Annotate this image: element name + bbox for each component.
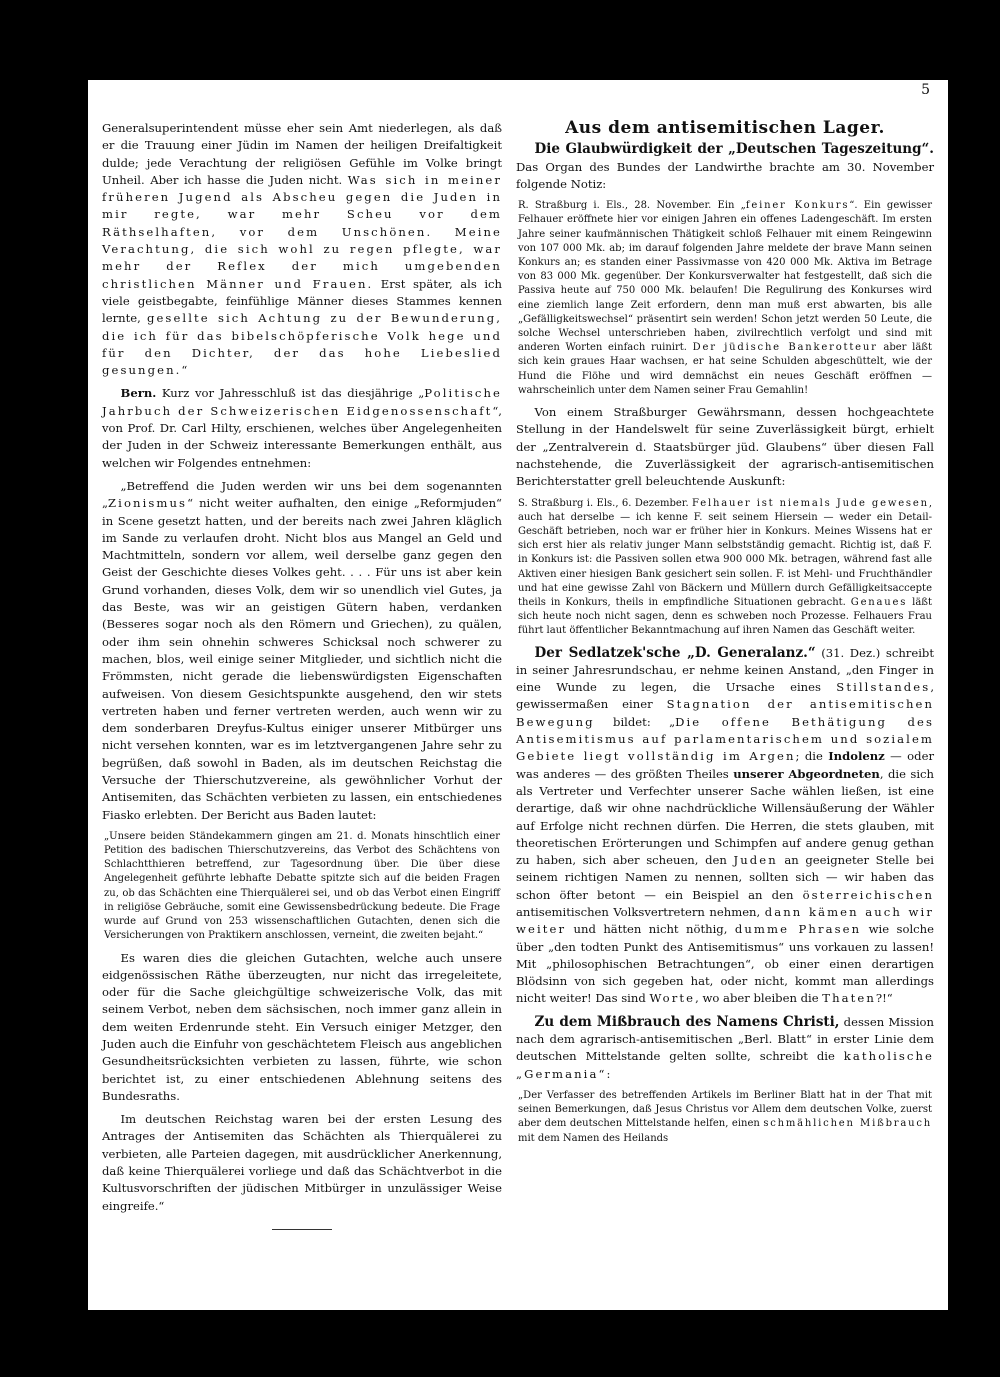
subhead-glaubwuerdigkeit: Die Glaubwürdigkeit der „Deutschen Tageszeitung“. [534, 141, 934, 158]
subhead-generalanzeiger: Der Sedlatzek'sche „D. Generalanz.“ [534, 644, 816, 661]
paragraph-missbrauch: Zu dem Mißbrauch des Namens Christi, dessen Mission nach dem agrarisch-antisemitischen „Berl. Blatt“ in erster Linie dem deutschen Mittelstande gelten sollte, schreibt die katholische „Germania“: [516, 1013, 934, 1081]
bern-heading: Bern. [120, 386, 157, 401]
paragraph-bern: Bern. Kurz vor Jahresschluß ist das diesjährige „Politische Jahrbuch der Schweizerischen Eidgenossenschaft“, von Prof. Dr. Carl Hilty, erschienen, welches über Angelegenheiten der Juden in der Schweiz interessante Bemerkungen enthält, aus welchen wir Folgendes entnehmen: [102, 386, 502, 470]
right-column [516, 120, 934, 1152]
section-title: Aus dem antisemitischen Lager. [565, 118, 885, 138]
paragraph-generalanzeiger: Der Sedlatzek'sche „D. Generalanz.“ (31. Dez.) schreibt in seiner Jahresrundschau, er nehme keinen Anstand, „den Finger in eine Wunde zu legen, die Ursache eines Stillstandes, gewissermaßen einer Stagnation der antisemitischen Bewegung bildet: „Die offene Bethätigung des Antisemitismus auf parlamentarischem und sozialem Gebiete liegt vollständig im Argen; die Indolenz — oder was anderes — des größten Theiles unserer Abgeordneten, die sich als Vertreter und Verfechter unserer Sache wählen ließen, ist eine derartige, daß wir ohne nachdrückliche Willensäußerung der Wähler auf Erfolge nicht rechnen dürfen. Die Herren, die stets glauben, mit theoretischen Erörterungen und Schimpfen auf andere genug gethan zu haben, sich aber scheuen, den Juden an geeigneter Stelle bei seinem richtigen Namen zu nennen, sollten sich — wir haben das schon öfter betont — ein Beispiel an den österreichischen antisemitischen Volksvertretern nehmen, dann kämen auch wir weiter und hätten nicht nöthig, dumme Phrasen wie solche über „den todten Punkt des Antisemitismus“ uns vorkauen zu lassen! Mit „philosophischen Betrachtungen“, ob einer einen derartigen Blödsinn von sich gegeben hat, oder nicht, kommt man allerdings nicht weiter! Das sind Worte, wo aber bleiben die Thaten?!“ [516, 644, 935, 1006]
small-quote-baden: „Unsere beiden Ständekammern gingen am 21. d. Monats hinschtlich einer Petition des badischen Thierschutzvereins, das Verbot des Schächtens von Schlachtthieren betreffend, zur Tagesordnung über. Die über diese Angelegenheit geführte lebhafte Debatte spitzte sich auf die beiden Fragen zu, ob das Schächten eine Thierquälerei sei, und ob das Verbot einen Eingriff in religiöse Gebräuche, somit eine Gewissensbedrückung bedeute. Die Frage wurde auf Grund von 253 wissenschaftlichen Gutachten, denen sich die Versicherungen von Praktikern anschlossen, verneint, die zweiten bejaht.“ [104, 830, 500, 942]
newspaper-page [88, 80, 948, 1310]
paragraph-quote-jahrbuch: „Betreffend die Juden werden wir uns bei dem sogenannten „Zionismus“ nicht weiter aufhalten, den einige „Reformjuden“ in Scene gesetzt hatten, und der bereits nach zwei Jahren kläglich im Sande zu verlaufen droht. Nicht blos aus Mangel an Geld und Machtmitteln, sondern vor allem, weil derselbe ganz gegen den Geist der Geschichte dieses Volkes geht. . . . Für uns ist aber kein Grund vorhanden, dieses Volk, dem wir so unendlich viel Gutes, ja das Beste, was wir an geistigen Gütern haben, verdanken (Besseres sogar noch als den Römern und Griechen), zu quälen, oder ihm sein ohnehin schweres Schicksal noch schwerer zu machen, blos, weil einige seiner Mitglieder, und sichtlich nicht die Frömmsten, nicht gerade die liebenswürdigsten Eigenschaften aufweisen. Von diesem Gesichtspunkte ausgehend, den wir stets vertreten haben und ferner vertreten werden, auch wenn wir zu dem sonderbaren Dreyfus-Kultus einiger unserer Mitbürger uns nicht versehen konnten, war es im letztvergangenen Jahre sehr zu begrüßen, daß sowohl in Baden, als im deutschen Reichstag die Versuche der Thierschutzvereine, als gewöhnlicher Vorhut der Antisemiten, das Schächten verbieten zu lassen, ein entschiedenes Fiasko erlebten. Der Bericht aus Baden lautet: [102, 478, 502, 822]
paragraph-gutachten: Es waren dies die gleichen Gutachten, welche auch unsere eidgenössischen Räthe überzeugten, nur nicht das irregeleitete, oder für die Sache gleichgültige schweizerische Volk, das mit seinem Verbot, neben dem sächsischen, noch immer ganz allein in dem weiten Erdenrunde steht. Ein Versuch einiger Metzger, den Juden auch die Einfuhr von geschächtetem Fleisch aus angeblichen Gesundheitsrücksichten verbieten zu lassen, führte, wie schon berichtet ist, zu einer entschiedenen Ablehnung seitens des Bundesraths. [102, 950, 502, 1103]
end-rule [272, 1229, 332, 1230]
paragraph-generalsuperintendent: Generalsuperintendent müsse eher sein Amt niederlegen, als daß er die Trauung einer Jüdin im Namen der heiligen Dreifaltigkeit dulde; jede Verachtung der religiösen Gefühle im Volke bringt Unheil. Aber ich hasse die Juden nicht. Was sich in meiner früheren Jugend als Abscheu gegen die Juden in mir regte, war mehr Scheu vor dem Räthselhaften, vor dem Unschönen. Meine Verachtung, die sich wohl zu regen pflegte, war mehr der Reflex der mich umgebenden christlichen Männer und Frauen. Erst später, als ich viele geistbegabte, feinfühlige Männer dieses Stammes kennen lernte, gesellte sich Achtung zu der Bewunderung, die ich für das bibelschöpferische Volk hege und für den Dichter, der das hohe Liebeslied gesungen.“ [102, 121, 502, 378]
small-quote-germania: „Der Verfasser des betreffenden Artikels im Berliner Blatt hat in der That mit seinen Bemerkungen, daß Jesus Christus vor Allem dem deutschen Volke, zuerst aber dem deutschen Mittelstande helfen, einen schmählichen Mißbrauch mit dem Namen des Heilands [518, 1089, 933, 1144]
paragraph-gewaehrsmann: Von einem Straßburger Gewährsmann, dessen hochgeachtete Stellung in der Handelswelt für seine Zuverlässigkeit bürgt, erhielt der „Zentralverein d. Staatsbürger jüd. Glaubens“ über diesen Fall nachstehende, die Zuverlässigkeit der agrarisch-antisemitischen Berichterstatter grell beleuchtende Auskunft: [516, 405, 934, 489]
left-column [102, 120, 502, 1230]
small-notice-auskunft: S. Straßburg i. Els., 6. Dezember. Felhauer ist niemals Jude gewesen, auch hat derselbe — ich kenne F. seit seinem Hiersein — weder ein Detail-Geschäft betrieben, noch war er früher hier in Konkurs. Meines Wissens hat er sich erst hier als relativ junger Mann selbstständig gemacht. Richtig ist, daß F. in Konkurs ist: die Passiven sollen etwa 900 000 Mk. betragen, während fast alle Aktiven einer hiesigen Bank gesichert sein sollen. F. ist Mehl- und Fruchthändler und hat eine gewisse Zahl von Bäckern und Müllern durch Gefälligkeitsaccepte theils in Konkurs, theils in empfindliche Situationen gebracht. Genaues läßt sich heute noch nicht sagen, denn es schweben noch Prozesse. Felhauers Frau führt laut öffentlicher Bekanntmachung auf ihren Namen das Geschäft weiter. [518, 497, 932, 637]
small-notice-strassburg: R. Straßburg i. Els., 28. November. Ein „feiner Konkurs“. Ein gewisser Felhauer eröffnete hier vor einigen Jahren ein offenes Ladengeschäft. Im ersten Jahre seiner kaufmännischen Thätigkeit schloß Felhauer mit einem Reingewinn von 107 000 Mk. ab; im darauf folgenden Jahre meldete der brave Mann seinen Konkurs an; es standen einer Passivmasse von 420 000 Mk. Aktiva im Betrage von 83 000 Mk. gegenüber. Der Konkursverwalter hat festgestellt, daß sich die Passiva heute auf 750 000 Mk. belaufen! Die Regulirung des Konkurses wird eine ziemlich lange Zeit erfordern, denn man muß erst abwarten, bis alle „Gefälligkeitswechsel“ präsentirt sein werden! Schon jetzt werden 50 Leute, die solche Wechsel unterschrieben haben, zivilrechtlich verfolgt und sind mit anderen Worten einfach ruinirt. Der jüdische Bankerotteur aber läßt sich kein graues Haar wachsen, er hat seine Schulden abgeschüttelt, wie der Hund die Flöhe und wird demnächst ein neues Geschäft eröffnen — wahrscheinlich unter dem Namen seiner Frau Gemahlin! [518, 200, 932, 396]
paragraph-reichstag: Im deutschen Reichstag waren bei der ersten Lesung des Antrages der Antisemiten das Schächten als Thierquälerei zu verbieten, alle Parteien dagegen, mit ausdrücklicher Anerkennung, daß keine Thierquälerei vorliege und daß das Schächtverbot in die Kultusvorschriften der jüdischen Mitbürger in unzulässiger Weise eingreife.“ [102, 1112, 502, 1213]
paragraph-glaubwuerdigkeit: Die Glaubwürdigkeit der „Deutschen Tageszeitung“. Das Organ des Bundes der Landwirthe brachte am 30. November folgende Notiz: [516, 141, 934, 191]
subhead-missbrauch: Zu dem Mißbrauch des Namens Christi, [534, 1013, 840, 1030]
page-number: 5 [921, 82, 930, 98]
